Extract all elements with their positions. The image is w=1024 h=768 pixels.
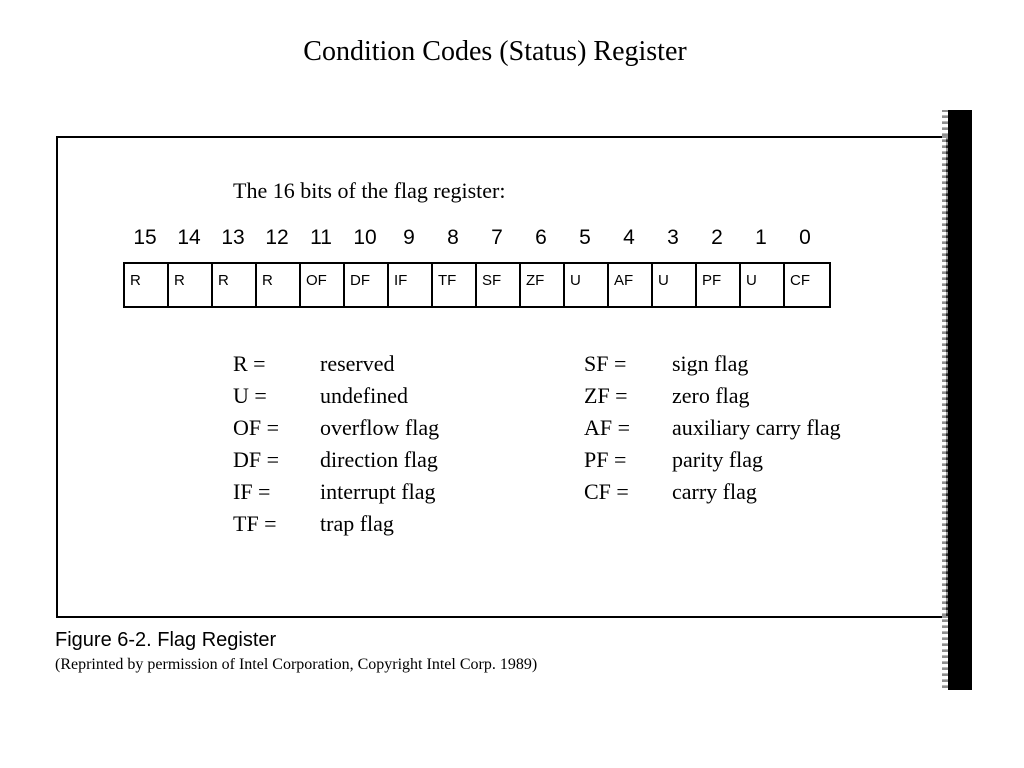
legend-value: sign flag [672, 351, 749, 376]
legend-row [584, 380, 841, 412]
legend-key: SF = [584, 351, 627, 376]
flag-cell: R [257, 264, 301, 306]
legend-value: overflow flag [320, 415, 440, 440]
legend-value: undefined [320, 383, 408, 408]
bit-number: 0 [799, 226, 811, 249]
legend-row [584, 476, 841, 508]
flag-cell: R [213, 264, 257, 306]
legend-row [584, 412, 841, 444]
bit-number: 11 [310, 226, 332, 249]
bit-number: 10 [353, 226, 377, 249]
flag-cell: DF [345, 264, 389, 306]
legend-key: IF = [233, 479, 271, 504]
legend-key: PF = [584, 447, 627, 472]
flag-cell: U [565, 264, 609, 306]
figure-intro-text: The 16 bits of the flag register: [233, 178, 506, 203]
bit-number: 12 [265, 226, 289, 249]
flag-register-row [123, 262, 831, 308]
legend-value: zero flag [672, 383, 750, 408]
bit-number: 6 [535, 226, 547, 249]
legend-row [233, 412, 439, 444]
legend-key: U = [233, 383, 267, 408]
flag-cell: U [741, 264, 785, 306]
legend-row [233, 348, 439, 380]
bit-number: 8 [447, 226, 459, 249]
bit-number-row [124, 226, 844, 254]
legend-value: trap flag [320, 511, 394, 536]
legend-key: OF = [233, 415, 280, 440]
flag-cell: OF [301, 264, 345, 306]
flag-cell: ZF [521, 264, 565, 306]
legend-value: interrupt flag [320, 479, 436, 504]
slide-title: Condition Codes (Status) Register [303, 36, 687, 67]
bit-number: 1 [755, 226, 767, 249]
flag-cell: PF [697, 264, 741, 306]
bit-number: 7 [491, 226, 503, 249]
legend-row [233, 444, 439, 476]
legend-value: auxiliary carry flag [672, 415, 841, 440]
legend-value: direction flag [320, 447, 438, 472]
legend-key: AF = [584, 415, 631, 440]
flag-cell: CF [790, 272, 810, 289]
flag-cell: IF [389, 264, 433, 306]
legend-row [233, 508, 439, 540]
legend-row [584, 444, 841, 476]
legend-key: R = [233, 351, 266, 376]
legend-key: DF = [233, 447, 280, 472]
figure-credit: (Reprinted by permission of Intel Corporation, Copyright Intel Corp. 1989) [55, 656, 538, 673]
bit-number: 5 [579, 226, 591, 249]
scan-edge-shadow [948, 110, 972, 690]
legend-left-column [233, 348, 439, 540]
legend-key: CF = [584, 479, 629, 504]
flag-cell: AF [609, 264, 653, 306]
bit-number: 15 [133, 226, 157, 249]
bit-number: 2 [711, 226, 723, 249]
flag-cell: TF [433, 264, 477, 306]
legend-row [233, 380, 439, 412]
legend-value: reserved [320, 351, 395, 376]
legend-right-column [584, 348, 841, 508]
bit-number: 13 [221, 226, 245, 249]
bit-number: 14 [177, 226, 201, 249]
flag-cell: U [653, 264, 697, 306]
figure-caption: Figure 6-2. Flag Register [55, 629, 277, 651]
bit-number: 4 [623, 226, 635, 249]
legend-value: carry flag [672, 479, 757, 504]
flag-cell: R [169, 264, 213, 306]
legend-key: TF = [233, 511, 277, 536]
legend-value: parity flag [672, 447, 764, 472]
flag-cell: SF [477, 264, 521, 306]
bit-number: 9 [403, 226, 415, 249]
legend-key: ZF = [584, 383, 628, 408]
bit-number: 3 [667, 226, 679, 249]
legend-row [584, 348, 841, 380]
legend-row [233, 476, 439, 508]
flag-cell: R [125, 264, 169, 306]
